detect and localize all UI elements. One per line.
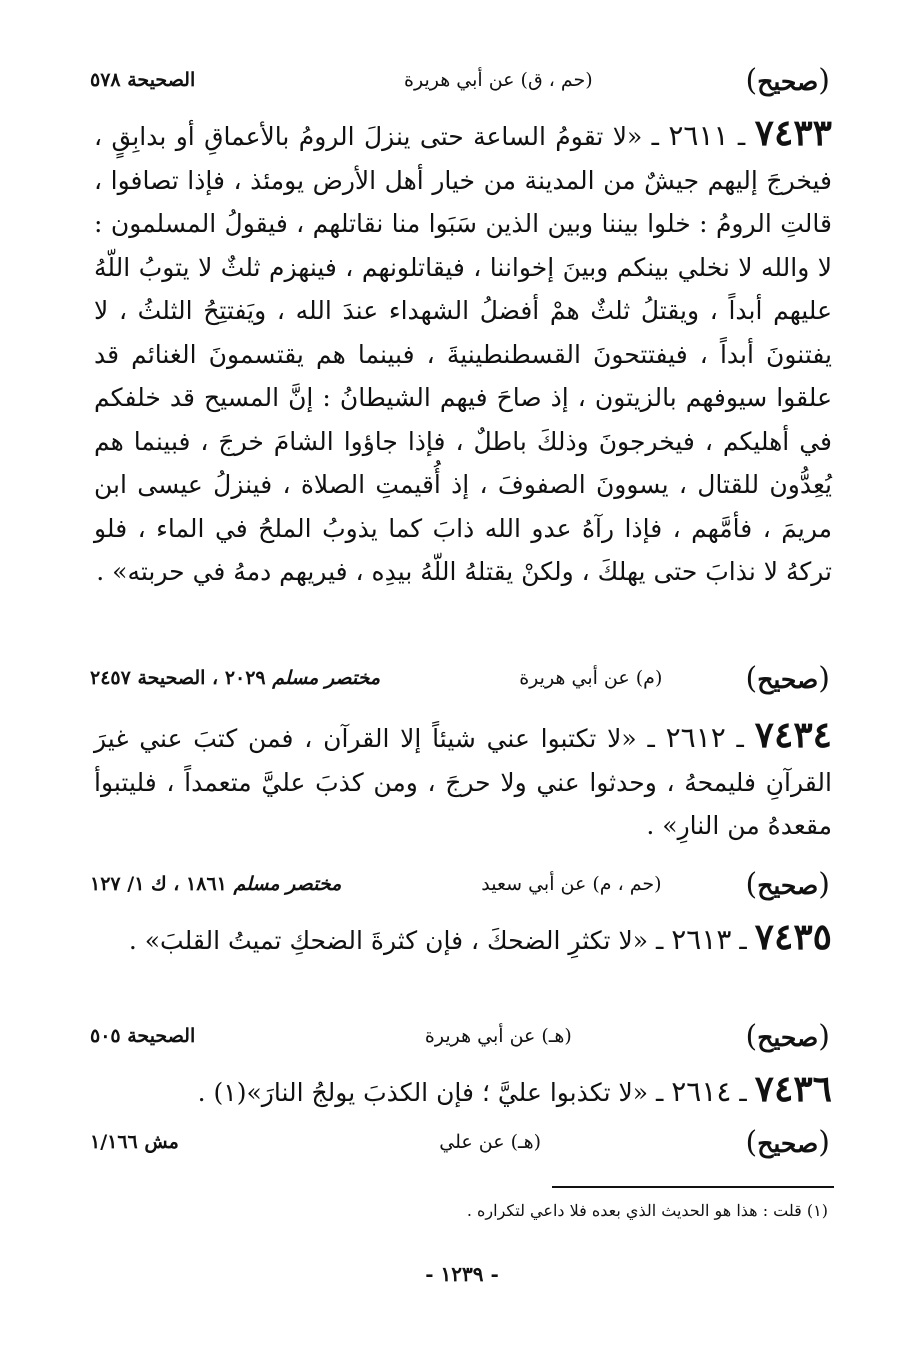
hadith-sub-number: ٢٦١٢ bbox=[665, 721, 726, 754]
grade-label: (صحيح) bbox=[745, 660, 830, 696]
source-attribution: (حم ، م) عن أبي سعيد bbox=[481, 873, 662, 895]
grade-label: (صحيح) bbox=[745, 866, 830, 902]
hadith-grade-row bbox=[90, 1014, 834, 1058]
reference: مش ١/١٦٦ bbox=[90, 1131, 179, 1153]
reference: مختصر مسلم ١٨٦١ ، ك ١/ ١٢٧ bbox=[90, 873, 342, 895]
grade-label: (صحيح) bbox=[745, 1018, 830, 1054]
footnote: (١) قلت : هذا هو الحديث الذي بعده فلا داعي لتكراره . bbox=[466, 1201, 828, 1220]
hadith-grade-row bbox=[90, 656, 834, 700]
hadith-number: ٧٤٣٤ bbox=[754, 714, 832, 756]
source-attribution: (حم ، ق) عن أبي هريرة bbox=[404, 69, 593, 91]
grade-label: (صحيح) bbox=[745, 1124, 830, 1160]
hadith-sub-number: ٢٦١٣ bbox=[671, 923, 732, 956]
hadith-text: «لا تكذبوا عليَّ ؛ فإن الكذبَ يولجُ النارَ»(١) . bbox=[197, 1078, 649, 1107]
hadith-entry: ٧٤٣٤ ـ ٢٦١٢ ـ «لا تكتبوا عني شيئاً إلا القرآن ، فمن كتبَ عني غيرَ القرآنِ فليمحهُ ، وحدثوا عني ولا حرجَ ، ومن كذبَ عليَّ متعمداً ، فليتبوأ مقعدهُ من النارِ» . bbox=[94, 714, 832, 840]
hadith-entry: ٧٤٣٦ ـ ٢٦١٤ ـ «لا تكذبوا عليَّ ؛ فإن الكذبَ يولجُ النارَ»(١) . bbox=[197, 1068, 832, 1110]
source-attribution: (هـ) عن علي bbox=[439, 1131, 542, 1153]
grade-label: (صحيح) bbox=[745, 62, 830, 98]
hadith-grade-row bbox=[90, 862, 834, 906]
hadith-number: ٧٤٣٥ bbox=[754, 916, 832, 958]
reference: الصحيحة ٥٠٥ bbox=[90, 1025, 196, 1047]
source-attribution: (م) عن أبي هريرة bbox=[519, 667, 663, 689]
hadith-grade-row bbox=[90, 1120, 834, 1164]
reference: مختصر مسلم ٢٠٢٩ ، الصحيحة ٢٤٥٧ bbox=[90, 667, 381, 689]
hadith-number: ٧٤٣٦ bbox=[754, 1068, 832, 1110]
hadith-number: ٧٤٣٣ bbox=[754, 112, 832, 154]
hadith-sub-number: ٢٦١١ bbox=[668, 119, 729, 152]
hadith-text: «لا تقومُ الساعة حتى ينزلَ الرومُ بالأعماقِ أو بدابِقٍ ، فيخرجَ إليهم جيشٌ من المدينة من خيار أهل الأرض يومئذ ، فإذا تصافوا ، قالتِ الرومُ : خلوا بيننا وبين الذين سَبَوا منا نقاتلهم ، فيقولُ المسلمون : لا والله لا نخلي بينكم وبينَ إخواننا ، فيقاتلونهم ، فينهزم ثلثٌ لا يتوبُ اللّهُ عليهم أبداً ، ويقتلُ ثلثٌ همْ أفضلُ الشهداء عندَ الله ، ويَفتتِحُ الثلثُ ، لا يفتنونَ أبداً ، فيفتتحونَ القسطنطينيةَ ، فبينما هم يقتسمونَ الغنائم قد علقوا سيوفهم بالزيتون ، إذ صاحَ فيهم الشيطانُ : إنَّ المسيح قد خلفكم في أهليكم ، فيخرجونَ وذلكَ باطلٌ ، فإذا جاؤوا الشامَ خرجَ ، فبينما هم يُعِدُّون للقتال ، يسوونَ الصفوفَ ، إذ أُقيمتِ الصلاة ، فينزلُ عيسى ابن مريمَ ، فأمَّهم ، فإذا رآهُ عدو الله ذابَ كما يذوبُ الملحُ في الماء ، فلو تركهُ لا نذابَ حتى يهلكَ ، ولكنْ يقتلهُ اللّهُ بيدِه ، فيريهم دمهُ في حربته» . bbox=[94, 122, 832, 586]
hadith-text: «لا تكتبوا عني شيئاً إلا القرآن ، فمن كتبَ عني غيرَ القرآنِ فليمحهُ ، وحدثوا عني ولا حرجَ ، ومن كذبَ عليَّ متعمداً ، فليتبوأ مقعدهُ من النارِ» . bbox=[94, 724, 832, 840]
page-number: - ١٢٣٩ - bbox=[425, 1262, 499, 1286]
footnote-divider bbox=[552, 1186, 834, 1188]
source-attribution: (هـ) عن أبي هريرة bbox=[424, 1025, 572, 1047]
hadith-entry: ٧٤٣٥ ـ ٢٦١٣ ـ «لا تكثرِ الضحكَ ، فإن كثرةَ الضحكِ تميتُ القلبَ» . bbox=[128, 916, 832, 958]
hadith-text: «لا تكثرِ الضحكَ ، فإن كثرةَ الضحكِ تميتُ القلبَ» . bbox=[128, 926, 649, 955]
reference: الصحيحة ٥٧٨ bbox=[90, 69, 196, 91]
hadith-entry: ٧٤٣٣ ـ ٢٦١١ ـ «لا تقومُ الساعة حتى ينزلَ الرومُ بالأعماقِ أو بدابِقٍ ، فيخرجَ إليهم جيشٌ من المدينة من خيار أهل الأرض يومئذ ، فإذا تصافوا ، قالتِ الرومُ : خلوا بيننا وبين الذين سَبَوا منا نقاتلهم ، فيقولُ المسلمون : لا والله لا نخلي بينكم وبينَ إخواننا ، فيقاتلونهم ، فينهزم ثلثٌ لا يتوبُ اللّهُ عليهم أبداً ، ويقتلُ ثلثٌ همْ أفضلُ الشهداء عندَ الله ، ويَفتتِحُ الثلثُ ، لا يفتنونَ أبداً ، فيفتتحونَ القسطنطينيةَ ، فبينما هم يقتسمونَ الغنائم قد علقوا سيوفهم بالزيتون ، إذ صاحَ فيهم الشيطانُ : إنَّ المسيح قد خلفكم في أهليكم ، فيخرجونَ وذلكَ باطلٌ ، فإذا جاؤوا الشامَ خرجَ ، فبينما هم يُعِدُّون للقتال ، يسوونَ الصفوفَ ، إذ أُقيمتِ الصلاة ، فينزلُ عيسى ابن مريمَ ، فأمَّهم ، فإذا رآهُ عدو الله ذابَ كما يذوبُ الملحُ في الماء ، فلو تركهُ لا نذابَ حتى يهلكَ ، ولكنْ يقتلهُ اللّهُ بيدِه ، فيريهم دمهُ في حربته» . bbox=[94, 112, 832, 586]
header-grade-row bbox=[90, 58, 834, 102]
hadith-sub-number: ٢٦١٤ bbox=[671, 1075, 732, 1108]
